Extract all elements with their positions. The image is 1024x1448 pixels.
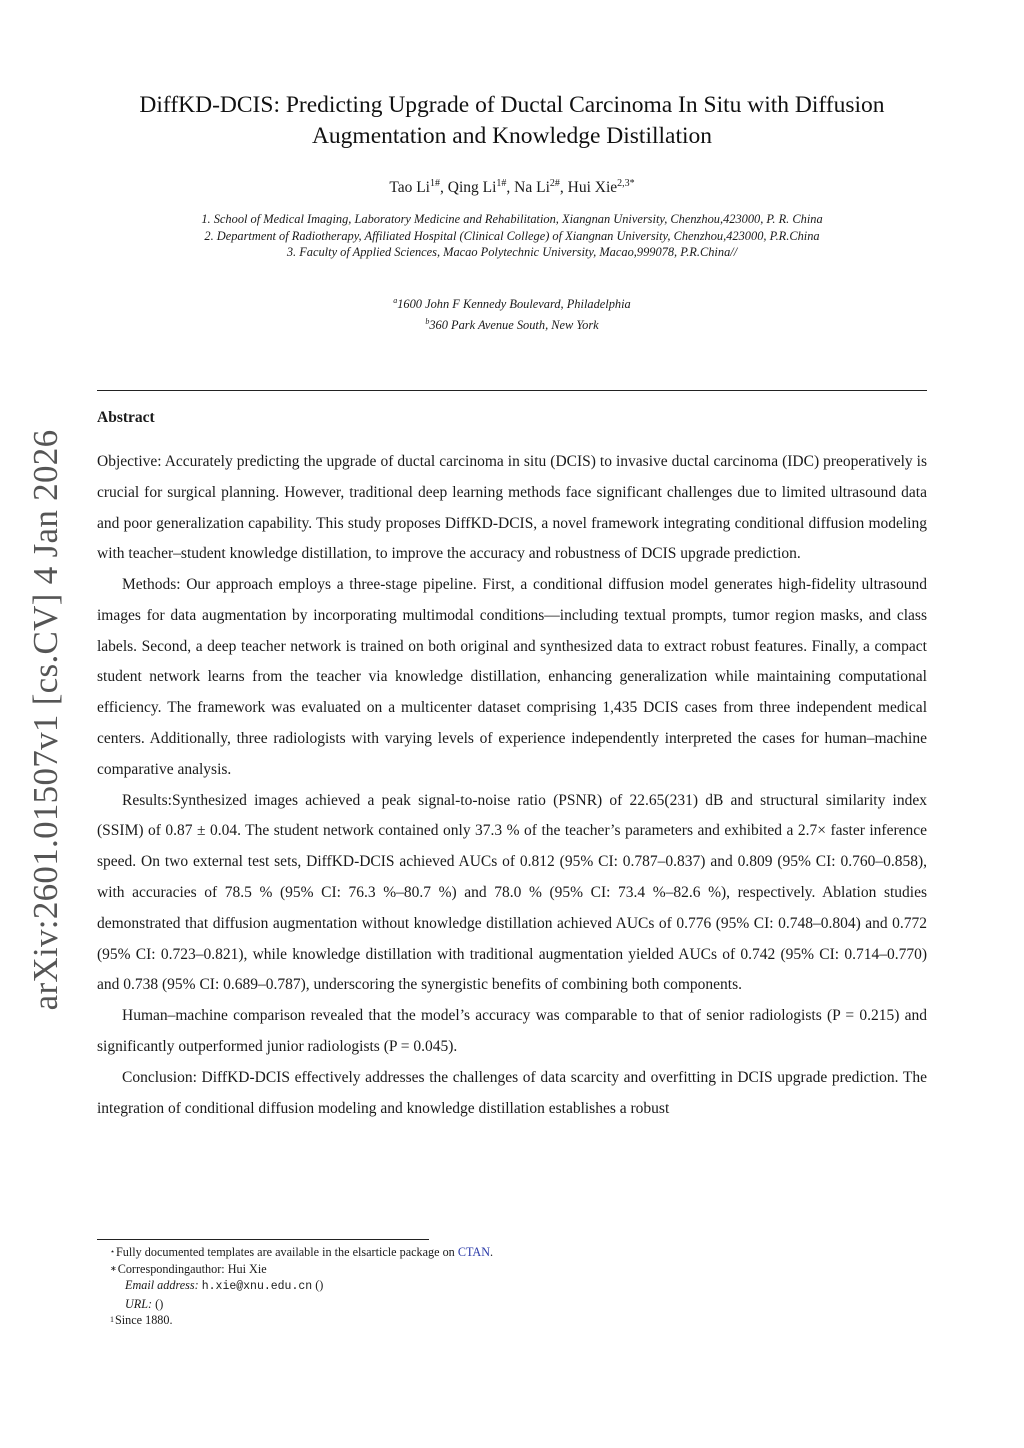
author-name: Na Li [514,179,550,197]
abstract-results: Results:Synthesized images achieved a peak signal-to-noise ratio (PSNR) of 22.65(231) dB and structural similarity index (SSIM) of 0.87 ± 0.04. The student network contained only 37.3 % of the teacher’s parameters and exhibited a 2.7× faster inference speed. On two external test sets, DiffKD-DCIS achieved AUCs of 0.812 (95% CI: 0.787–0.837) and 0.809 (95% CI: 0.760–0.858), with accuracies of 78.5 % (95% CI: 76.3 %–80.7 %) and 78.0 % (95% CI: 73.4 %–82.6 %), respectively. Ablation studies demonstrated that diffusion augmentation without knowledge distillation achieved AUCs of 0.776 (95% CI: 0.748–0.804) and 0.772 (95% CI: 0.723–0.821), while knowledge distillation with traditional augmentation yielded AUCs of 0.742 (95% CI: 0.714–0.770) and 0.738 (95% CI: 0.689–0.787), underscoring the synergistic benefits of combining both components. [97,791,927,994]
footnote-text: Correspondingauthor: Hui Xie [117,1261,267,1276]
abstract-methods: Methods: Our approach employs a three-stage pipeline. First, a conditional diffusion model generates high-fidelity ultrasound images for data augmentation by incorporating multimodal conditions—including textual prompts, tumor region masks, and class labels. Second, a deep teacher network is trained on both original and synthesized data to extract robust features. Finally, a compact student network learns from the teacher via knowledge distillation, enhancing generalization while maintaining computational efficiency. The framework was evaluated on a multicenter dataset comprising 1,435 DCIS cases from three independent medical centers. Additionally, three radiologists with varying levels of experience independently interpreted the cases for human–machine comparative analysis. [97,576,927,778]
abstract-body [97,447,927,1125]
author-name: Tao Li [389,179,430,197]
affiliations [97,211,927,261]
author-affil-mark: 2,3* [617,178,635,189]
abstract-conclusion: Conclusion: DiffKD-DCIS effectively addresses the challenges of data scarcity and overfitting in DCIS upgrade prediction. The integration of conditional diffusion modeling and knowledge distillation establishes a robust [97,1068,927,1117]
address-line [97,292,927,313]
address-text: 1600 John F Kennedy Boulevard, Philadelphia [397,296,631,311]
url-suffix: () [152,1296,164,1311]
email-label: Email address: [125,1278,199,1292]
address-text: 360 Park Avenue South, New York [429,317,599,332]
email-suffix: () [312,1278,324,1292]
author-affil-mark: 1# [430,178,440,189]
paper-page [97,0,927,1124]
author-separator: , [506,179,515,197]
author-list [97,178,927,197]
title-line-2: Augmentation and Knowledge Distillation [311,123,713,149]
footnote-email [117,1277,817,1296]
footnote-period: . [490,1245,494,1259]
footnote-corresponding [110,1261,817,1278]
footnote-mark: 1 [110,1315,114,1324]
footnote-mark: ⋆ [110,1247,116,1256]
affiliation-line: 1. School of Medical Imaging, Laboratory Medicine and Rehabilitation, Xiangnan University, Chenzhou,423000, P. R. China [201,212,823,227]
affiliation-line: 2. Department of Radiotherapy, Affiliated Hospital (Clinical College) of Xiangnan University, Chenzhou,423000, P.R.China [204,228,820,243]
footnote-url [117,1296,817,1313]
author-affil-mark: 2# [549,178,560,189]
abstract-objective: Objective: Accurately predicting the upgrade of ductal carcinoma in situ (DCIS) to invasive ductal carcinoma (IDC) preoperatively is crucial for surgical planning. However, traditional deep learning methods face significant challenges due to limited ultrasound data and poor generalization capability. This study proposes DiffKD-DCIS, a novel framework integrating conditional diffusion modeling with teacher–student knowledge distillation, to improve the accuracy and robustness of DCIS upgrade prediction. [97,452,927,563]
addresses [97,292,927,334]
footnote-text: Fully documented templates are available in the elsarticle package on [116,1245,458,1259]
author-name: Hui Xie [567,179,618,197]
header-divider [97,390,927,391]
paper-title [97,90,927,152]
abstract-human-machine: Human–machine comparison revealed that the model’s accuracy was comparable to that of senior radiologists (P = 0.215) and significantly outperformed junior radiologists (P = 0.045). [97,1007,927,1056]
footnotes [110,1244,817,1329]
author-separator: , [440,179,448,197]
footnote-templates [110,1244,817,1261]
affiliation-line: 3. Faculty of Applied Sciences, Macao Polytechnic University, Macao,999078, P.R.China// [286,245,738,260]
author-separator: , [559,179,568,197]
footnote-mark: ∗ [110,1263,117,1273]
url-label: URL: [125,1296,153,1311]
email-address[interactable]: h.xie@xnu.edu.cn [201,1280,313,1293]
author-name: Qing Li [447,179,497,197]
footnote-text: Since 1880. [115,1313,173,1327]
footnote-divider [97,1239,429,1240]
title-line-1: DiffKD-DCIS: Predicting Upgrade of Ductal Carcinoma In Situ with Diffusion [139,92,885,118]
footnote-since [110,1312,817,1329]
ctan-link[interactable]: CTAN [457,1245,491,1259]
address-mark: a [393,295,398,305]
author-affil-mark: 1# [496,178,507,189]
address-line [97,313,927,334]
abstract-heading: Abstract [97,408,155,426]
arxiv-identifier: arXiv:2601.01507v1 [cs.CV] 4 Jan 2026 [26,429,65,1011]
address-mark: b [425,316,430,326]
